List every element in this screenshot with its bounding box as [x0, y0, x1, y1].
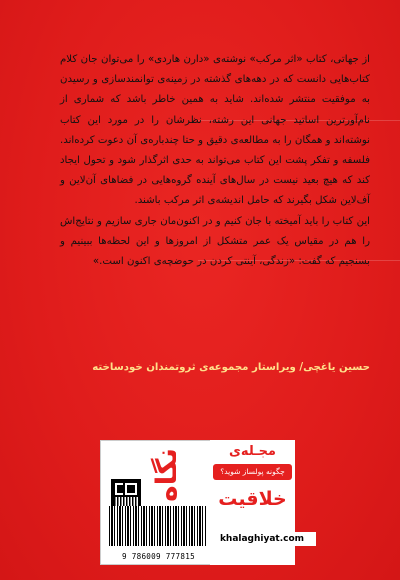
blurb-paragraph-2: این کتاب را باید آمیخته با جان کنیم و در اکنون‌مان جاری سازیم و نتایج‌اش را هم در مقیاس یک عمر متشکل از امروزها و این لحظه‌ها ببینیم و بسنجیم که گفت: «زندگی، آینتی کردن در حوضچه‌ی اکنون است.» — [60, 215, 370, 268]
publisher-logo — [150, 448, 210, 533]
qr-code-icon — [111, 479, 141, 509]
magazine-url: khalaghiyat.com — [208, 532, 316, 546]
blurb-paragraph-1: از جهاتی، کتاب «اثر مرکب» نوشته‌ی «دارن هاردی» را می‌توان جان کلام کتاب‌هایی دانست که در دهه‌های گذشته در زمینه‌ی توانمندسازی و رسیدن به موفقیت منتشر شده‌اند. شاید به همین خاطر باشد که شماری از نام‌آورترین اساتید جهانی این رشته، نظرشان را در مورد این کتاب نوشته‌اند و همگان را به مطالعه‌ی دقیق و حتا چندباره‌ی آن دعوت کرده‌اند. فلسفه و تفکر پشت این کتاب می‌تواند به حدی اثرگذار شود و تحول ایجاد کند که هیچ بعید نیست در سال‌های آینده گروه‌هایی در فضاهای آن‌لاین و آف‌لاین شکل بگیرند که حامل اندیشه‌ی اثر مرکب باشند. — [60, 54, 370, 207]
blurb-text — [60, 50, 370, 272]
magazine-name: خلاقیت — [218, 488, 287, 510]
byline: حسین یاغچی/ ویراستار مجموعه‌ی ثروتمندان خودساخته — [92, 362, 370, 373]
magazine-badge — [210, 440, 295, 565]
publisher-logo-text: نگاه — [150, 448, 183, 502]
magazine-question: چگونه پولساز شوید؟ — [213, 464, 292, 480]
magazine-title: مجـله‌ی — [229, 444, 276, 459]
isbn-number: 9 786009 777815 — [121, 552, 196, 561]
